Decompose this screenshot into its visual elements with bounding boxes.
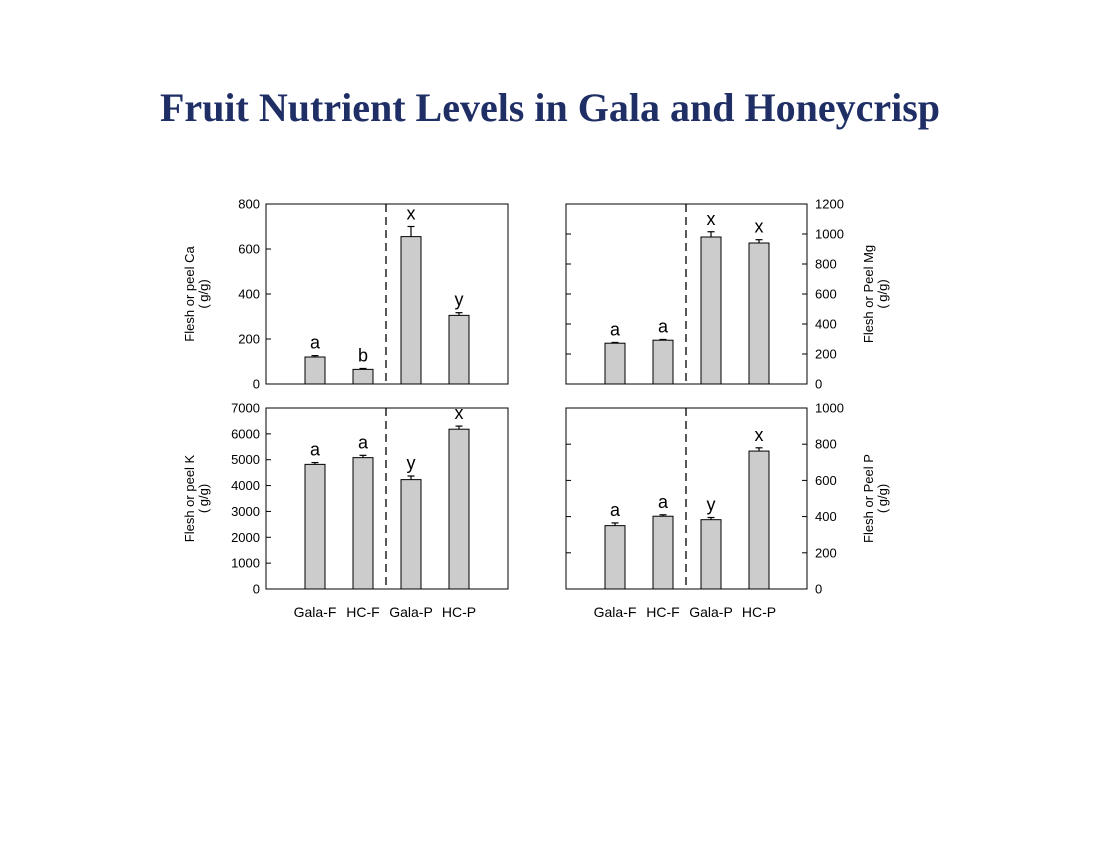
y-axis-label-line1: Flesh or Peel P bbox=[861, 454, 876, 543]
x-category-label: HC-F bbox=[646, 604, 680, 620]
y-tick-label: 200 bbox=[815, 545, 837, 561]
y-tick-label: 7000 bbox=[231, 400, 260, 416]
y-tick-label: 6000 bbox=[231, 426, 260, 442]
y-tick-label: 600 bbox=[815, 286, 837, 302]
y-axis-label bbox=[861, 454, 890, 543]
bar-gala-p bbox=[701, 237, 721, 384]
significance-letter: a bbox=[657, 316, 669, 337]
bar-hc-p bbox=[449, 429, 469, 589]
significance-letter: a bbox=[609, 499, 621, 520]
bar-hc-f bbox=[353, 458, 373, 589]
y-axis-label bbox=[182, 246, 211, 342]
y-tick-label: 0 bbox=[815, 581, 823, 597]
significance-letter: a bbox=[609, 319, 621, 340]
significance-letter: y bbox=[454, 289, 464, 310]
significance-letter: x bbox=[454, 403, 464, 424]
x-category-label: Gala-F bbox=[593, 604, 637, 620]
y-tick-label: 800 bbox=[815, 256, 837, 272]
bar-hc-p bbox=[749, 451, 769, 589]
chart-panel-4 bbox=[566, 401, 890, 621]
y-tick-label: 200 bbox=[238, 331, 260, 347]
bar-gala-f bbox=[605, 526, 625, 589]
y-tick-label: 800 bbox=[815, 436, 837, 452]
y-axis-label-line1: Flesh or peel K bbox=[182, 454, 197, 543]
y-tick-label: 2000 bbox=[231, 529, 260, 545]
x-category-label: HC-P bbox=[441, 604, 477, 620]
significance-letter: a bbox=[309, 439, 321, 460]
y-tick-label: 600 bbox=[815, 472, 837, 488]
y-tick-label: 5000 bbox=[231, 452, 260, 468]
y-tick-label: 400 bbox=[815, 316, 837, 332]
x-category-label: HC-F bbox=[346, 604, 380, 620]
significance-letter: x bbox=[754, 216, 764, 237]
significance-letter: a bbox=[657, 491, 669, 512]
y-axis-label-line1: Flesh or Peel Mg bbox=[861, 244, 876, 344]
bar-gala-p bbox=[701, 520, 721, 589]
x-category-label: Gala-P bbox=[389, 604, 433, 620]
significance-letter: y bbox=[706, 494, 716, 515]
x-category-label: Gala-P bbox=[689, 604, 733, 620]
y-tick-label: 1000 bbox=[231, 555, 260, 571]
x-category-label: HC-P bbox=[741, 604, 777, 620]
y-tick-label: 400 bbox=[815, 509, 837, 525]
x-category-label: Gala-F bbox=[293, 604, 337, 620]
bar-gala-f bbox=[605, 343, 625, 384]
y-tick-label: 1000 bbox=[815, 226, 844, 242]
significance-letter: x bbox=[706, 208, 716, 229]
y-tick-label: 0 bbox=[252, 581, 260, 597]
chart-panel-3 bbox=[182, 401, 508, 621]
significance-letter: b bbox=[357, 345, 369, 366]
y-tick-label: 600 bbox=[238, 241, 260, 257]
bar-gala-p bbox=[401, 237, 421, 384]
y-tick-label: 400 bbox=[238, 286, 260, 302]
plot-frame bbox=[266, 204, 508, 384]
y-axis-label-line2: ( g/g) bbox=[875, 483, 890, 514]
plot-frame bbox=[266, 408, 508, 589]
significance-letter: x bbox=[754, 424, 764, 445]
y-axis-label bbox=[861, 245, 890, 343]
y-tick-label: 0 bbox=[252, 376, 260, 392]
y-axis-label-line2: ( g/g) bbox=[196, 279, 211, 309]
y-tick-label: 1200 bbox=[815, 196, 844, 212]
chart-panel-1 bbox=[182, 197, 508, 392]
y-tick-label: 0 bbox=[815, 376, 823, 392]
chart-panel-2 bbox=[566, 197, 890, 392]
significance-letter: a bbox=[309, 332, 321, 353]
bar-hc-f bbox=[653, 340, 673, 384]
bar-hc-f bbox=[653, 516, 673, 589]
y-axis-label-line1: Flesh or peel Ca bbox=[182, 246, 197, 342]
y-tick-label: 800 bbox=[238, 196, 260, 212]
y-axis-label bbox=[182, 454, 211, 542]
significance-letter: x bbox=[406, 203, 416, 224]
bar-gala-p bbox=[401, 480, 421, 589]
bar-hc-p bbox=[749, 243, 769, 384]
significance-letter: a bbox=[357, 432, 369, 453]
bar-gala-f bbox=[305, 357, 325, 384]
significance-letter: y bbox=[406, 453, 416, 474]
y-tick-label: 3000 bbox=[231, 503, 260, 519]
bar-gala-f bbox=[305, 464, 325, 589]
y-tick-label: 200 bbox=[815, 346, 837, 362]
bar-hc-p bbox=[449, 315, 469, 384]
y-tick-label: 1000 bbox=[815, 400, 844, 416]
bar-hc-f bbox=[353, 369, 373, 384]
y-tick-label: 4000 bbox=[231, 478, 260, 494]
slide-title: Fruit Nutrient Levels in Gala and Honeycrisp bbox=[160, 85, 940, 130]
y-axis-label-line2: ( g/g) bbox=[875, 279, 890, 309]
y-axis-label-line2: ( g/g) bbox=[196, 483, 211, 514]
